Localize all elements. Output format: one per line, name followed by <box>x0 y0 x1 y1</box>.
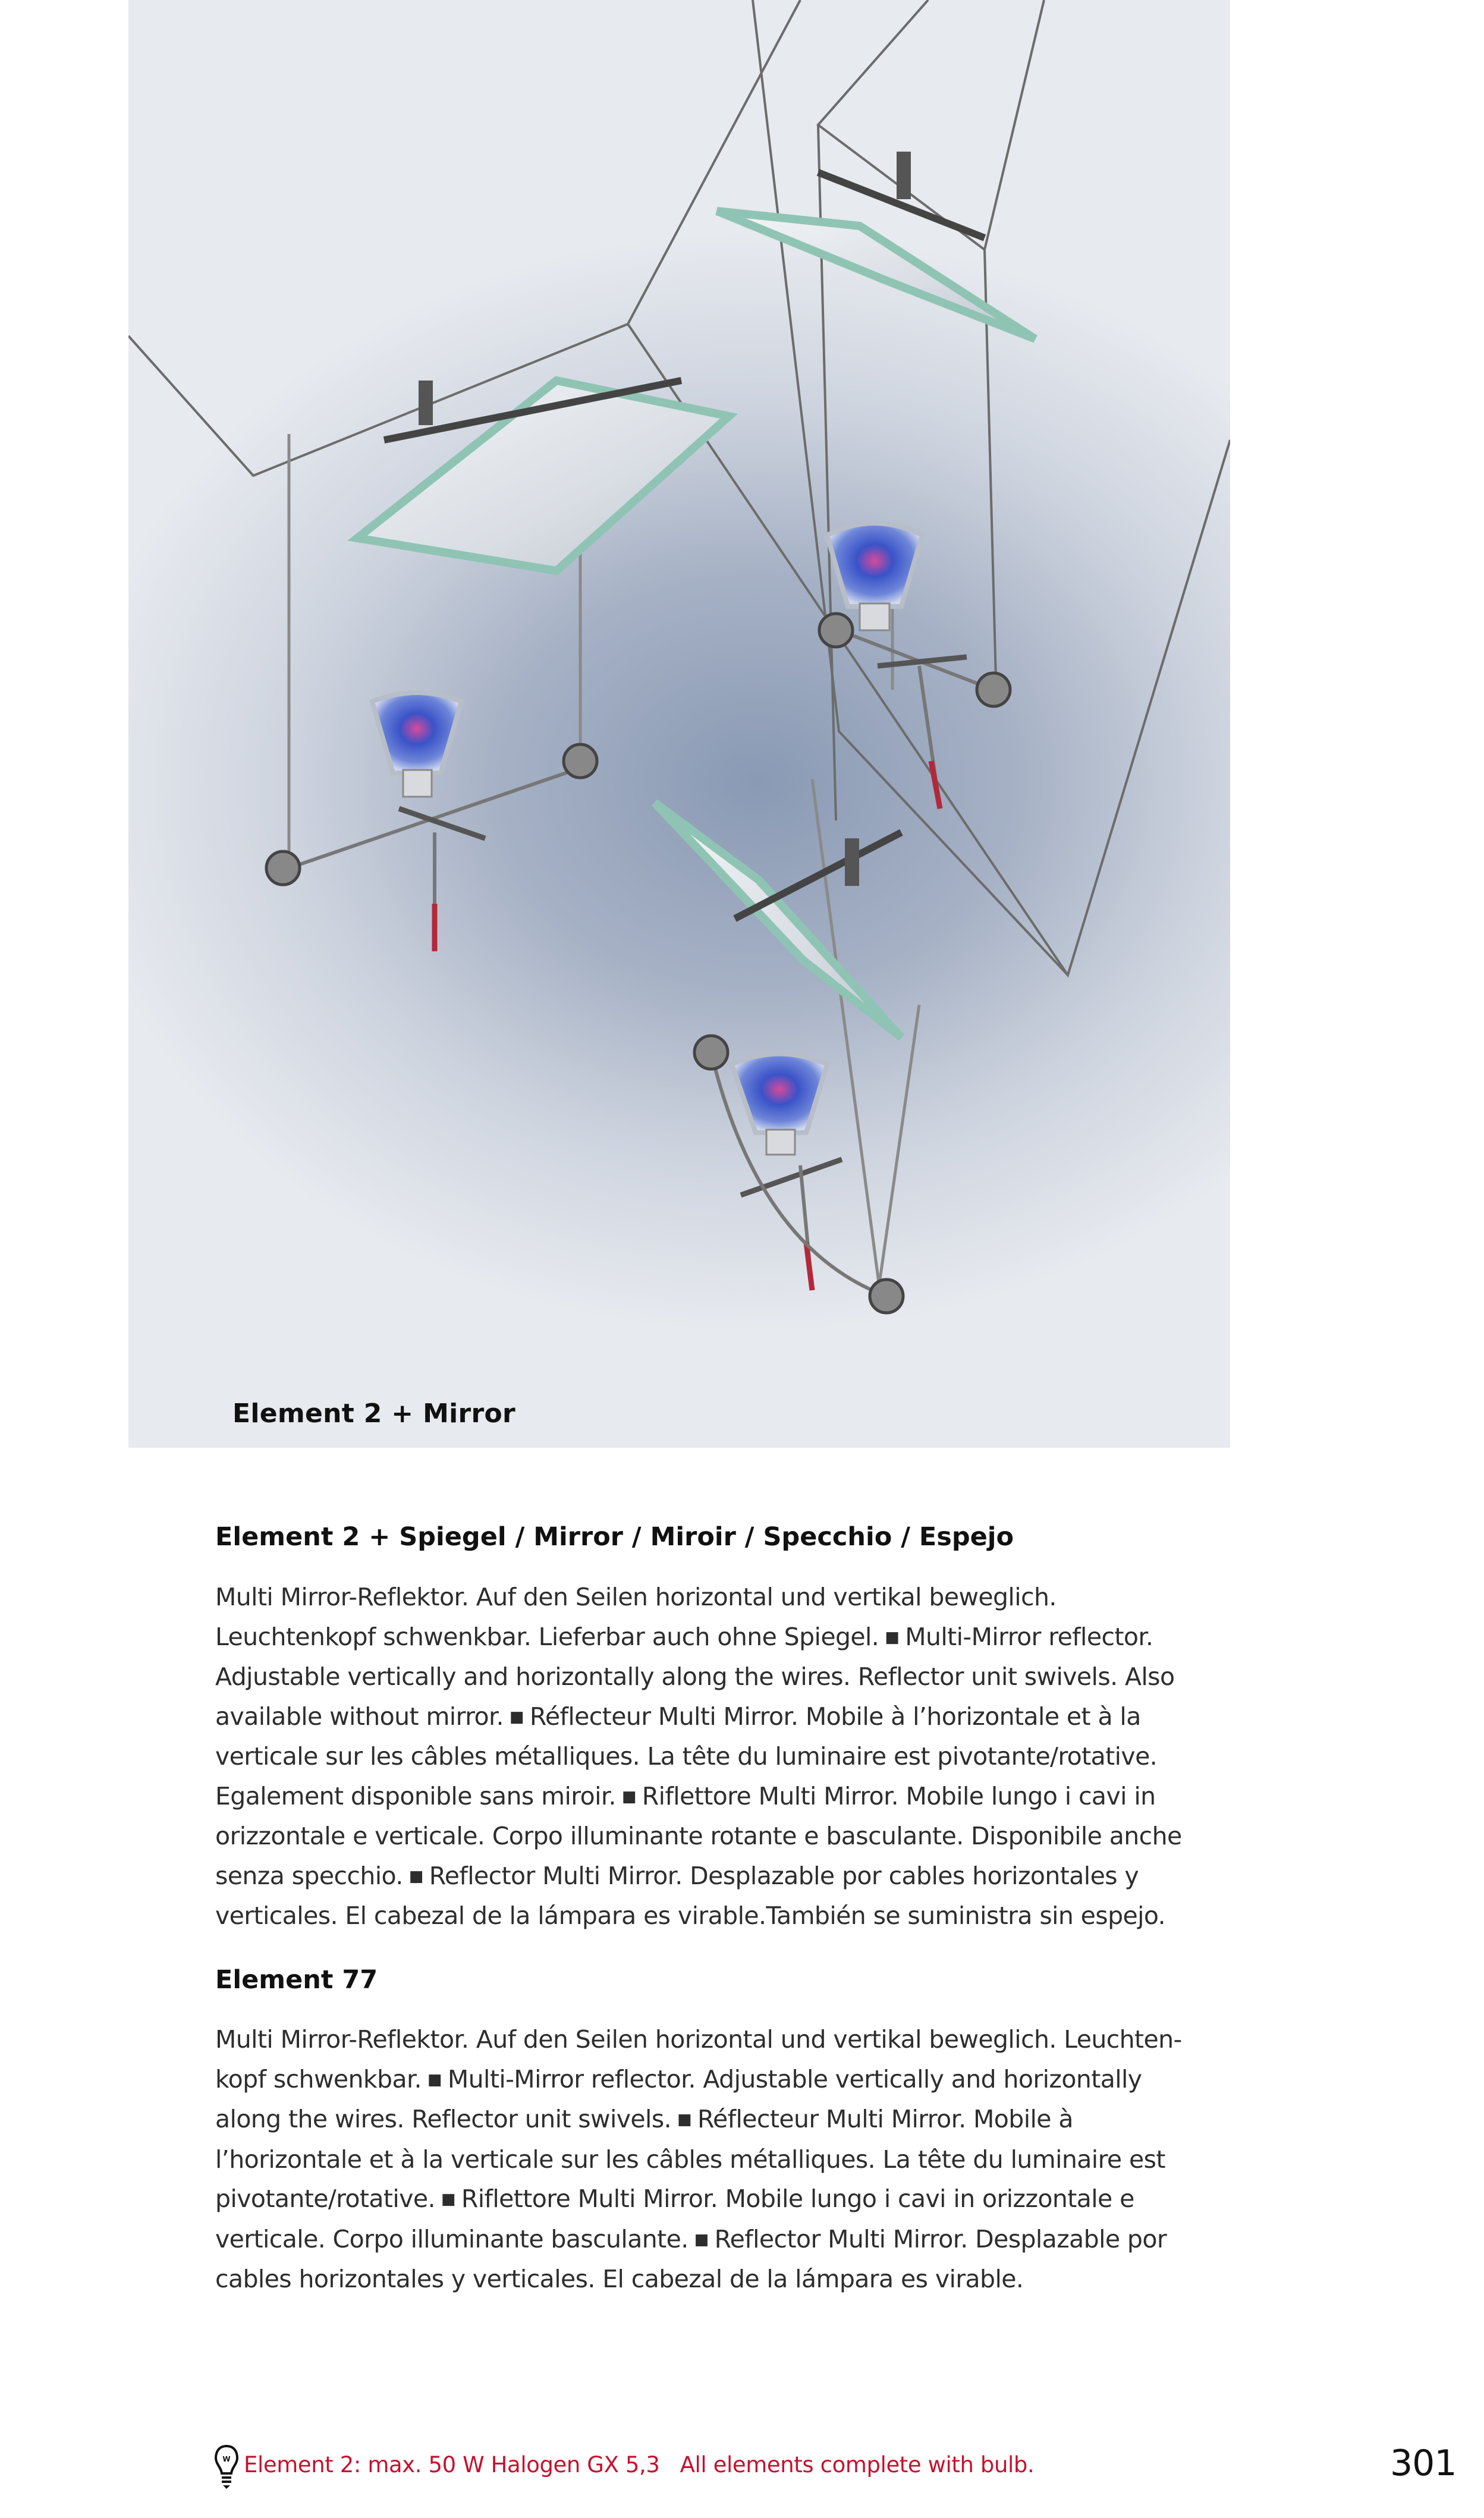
text-en: Multi-Mirror reflector. Adjustable vertically and horizontally along the wires. Reflector unit swivels. Also available without mirror. <box>215 1622 1175 1731</box>
separator-square-icon: ■ <box>427 2070 442 2089</box>
text-it: Riflettore Multi Mirror. Mobile lungo i cavi in orizzontale e verticale. Corpo illuminante basculante. <box>215 2184 1134 2253</box>
section-text-element-2 <box>215 1577 1214 1936</box>
section-heading-element-2: Element 2 + Spiegel / Mirror / Miroir / Specchio / Espejo <box>215 1522 1014 1552</box>
text-es: Reflector Multi Mirror. Desplazable por cables horizontales y verticales. El cabezal de la lámpara es virable. <box>215 2224 1167 2293</box>
text-es: Reflector Multi Mirror. Desplazable por cables horizontales y verticales. El cabezal de la lámpara es virable.También se suministra sin espejo. <box>215 1861 1166 1930</box>
separator-square-icon: ■ <box>408 1867 423 1885</box>
photo-caption: Element 2 + Mirror <box>232 1398 516 1429</box>
lamp-illustration <box>128 0 1230 1448</box>
separator-square-icon: ■ <box>677 2111 692 2129</box>
lamp-bottom <box>694 1036 903 1313</box>
light-bulb-icon <box>214 2444 239 2490</box>
product-photo <box>128 0 1230 1448</box>
mirror-lower <box>655 803 901 1038</box>
separator-square-icon: ■ <box>694 2230 709 2249</box>
lamp-left <box>266 693 597 951</box>
separator-square-icon: ■ <box>885 1628 900 1646</box>
text-en: Multi-Mirror reflector. Adjustable vertically and horizontally along the wires. Reflector unit swivels. <box>215 2064 1142 2133</box>
text-de: Multi Mirror-Reflektor. Auf den Seilen horizontal und vertikal beweglich. Leuchtenkopf schwenkbar. <box>215 2025 1183 2093</box>
page-number: 301 <box>1390 2442 1457 2484</box>
svg-text:W: W <box>222 2455 231 2463</box>
section-text-element-77 <box>215 2020 1214 2299</box>
separator-square-icon: ■ <box>441 2190 455 2208</box>
text-fr: Réflecteur Multi Mirror. Mobile à l’horizontale et à la verticale sur les câbles métalliques. La tête du luminaire est pivotante/rotative. Egalement disponible sans miroir. <box>215 1702 1158 1810</box>
text-fr: Réflecteur Multi Mirror. Mobile à l’horizontale et à la verticale sur les câbles métalliques. La tête du luminaire est pivotante/rotative. <box>215 2105 1165 2213</box>
mirror-top-left <box>357 381 729 571</box>
text-it: Riflettore Multi Mirror. Mobile lungo i cavi in orizzontale e verticale. Corpo illuminante rotante e basculante. Disponibile anche senza specchio. <box>215 1781 1182 1890</box>
mirror-top-right <box>717 152 1035 339</box>
section-heading-element-77: Element 77 <box>215 1965 378 1995</box>
lamp-right <box>819 523 1010 809</box>
footer-note: Element 2: max. 50 W Halogen GX 5,3 All elements complete with bulb. <box>244 2452 1035 2478</box>
text-de: Multi Mirror-Reflektor. Auf den Seilen horizontal und vertikal beweglich. Leuchtenkopf schwenkbar. Lieferbar auch ohne Spiegel. <box>215 1583 1057 1651</box>
separator-square-icon: ■ <box>621 1787 636 1806</box>
separator-square-icon: ■ <box>509 1708 524 1726</box>
